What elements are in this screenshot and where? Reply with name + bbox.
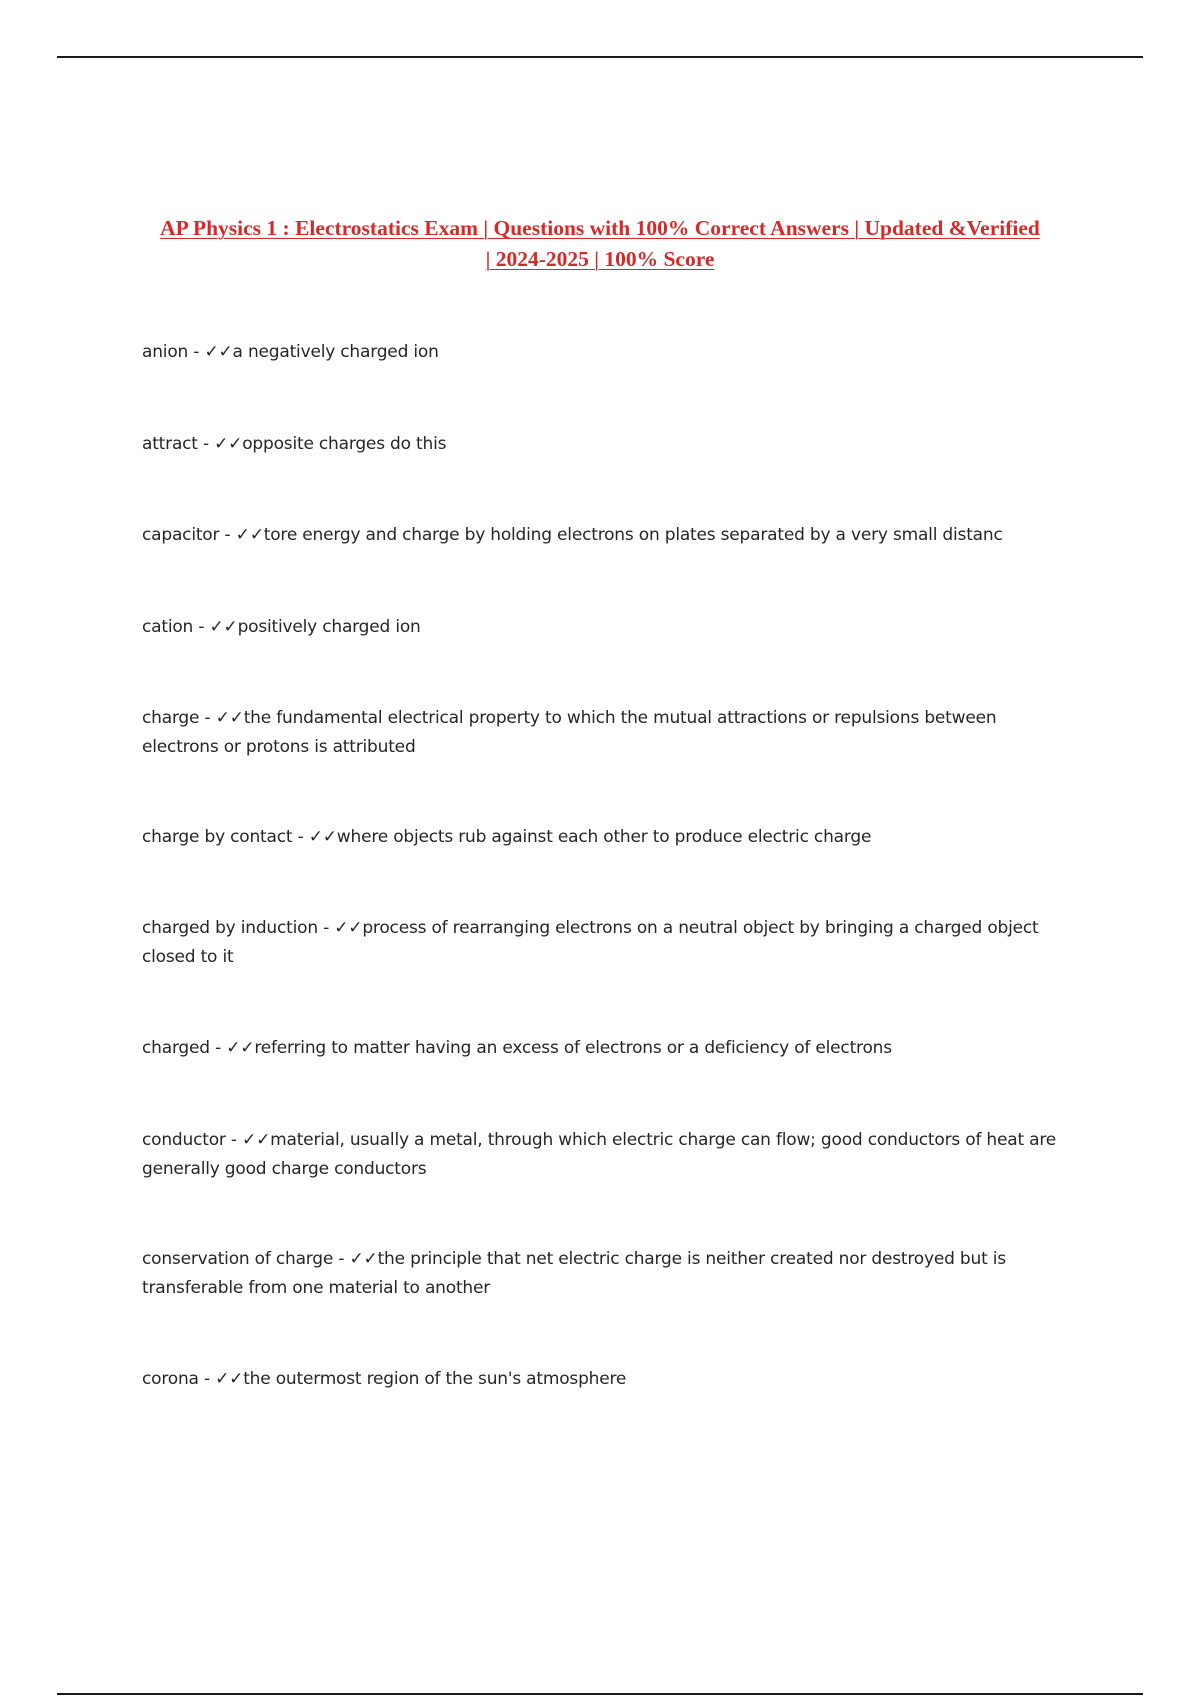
glossary-entry-cation — [142, 613, 1072, 642]
glossary-entry-attract — [142, 430, 1072, 459]
entry-definition: the outermost region of the sun's atmosphere — [243, 1369, 627, 1389]
entry-term: charged — [142, 1038, 210, 1058]
entry-definition: tore energy and charge by holding electrons on plates separated by a very small distanc — [263, 525, 1003, 545]
entry-term: charge — [142, 708, 200, 728]
entry-separator: - — [219, 525, 236, 545]
glossary-entry-conservation-of-charge — [142, 1245, 1072, 1303]
entry-separator: - — [225, 1130, 243, 1150]
double-check-icon: ✓✓ — [235, 525, 264, 545]
double-check-icon: ✓✓ — [334, 918, 363, 938]
entry-definition: the principle that net electric charge is neither created nor destroyed but is transferable from one material to another — [142, 1249, 1006, 1298]
entry-definition: positively charged ion — [237, 617, 421, 637]
glossary-entry-capacitor — [142, 521, 1072, 550]
entry-term: cation — [142, 617, 194, 637]
entry-separator: - — [317, 918, 335, 938]
entry-separator: - — [209, 1038, 227, 1058]
glossary-entry-charge — [142, 704, 1072, 762]
double-check-icon: ✓✓ — [308, 827, 337, 847]
double-check-icon: ✓✓ — [209, 617, 238, 637]
entry-term: charged by induction — [142, 918, 318, 938]
double-check-icon: ✓✓ — [215, 708, 244, 728]
entry-definition: the fundamental electrical property to which the mutual attractions or repulsions between electrons or protons is attributed — [142, 708, 997, 757]
entry-definition: referring to matter having an excess of electrons or a deficiency of electrons — [254, 1038, 892, 1058]
entry-separator: - — [198, 1369, 216, 1389]
double-check-icon: ✓✓ — [349, 1249, 378, 1269]
double-check-icon: ✓✓ — [215, 1369, 244, 1389]
entry-separator: - — [193, 617, 210, 637]
double-check-icon: ✓✓ — [204, 342, 233, 362]
entry-term: anion — [142, 342, 189, 362]
entry-term: corona — [142, 1369, 199, 1389]
glossary-entry-charge-by-contact — [142, 823, 1072, 852]
glossary-entry-anion — [142, 338, 1072, 367]
double-check-icon: ✓✓ — [226, 1038, 255, 1058]
glossary-entry-charged — [142, 1034, 1072, 1063]
entry-separator: - — [188, 342, 205, 362]
entry-term: charge by contact — [142, 827, 293, 847]
double-check-icon: ✓✓ — [242, 1130, 271, 1150]
entry-definition: material, usually a metal, through which electric charge can flow; good conductors of heat are generally good charge conductors — [142, 1130, 1057, 1179]
glossary-entry-corona — [142, 1365, 1072, 1394]
document-title: AP Physics 1 : Electrostatics Exam | Questions with 100% Correct Answers | Updated &Verified | 2024-2025 | 100% Score — [160, 216, 1040, 271]
entry-definition: a negatively charged ion — [232, 342, 439, 362]
glossary-entry-charged-by-induction — [142, 914, 1072, 972]
entry-term: conductor — [142, 1130, 226, 1150]
entry-term: capacitor — [142, 525, 220, 545]
entry-definition: opposite charges do this — [242, 434, 447, 454]
entry-separator: - — [292, 827, 309, 847]
entry-separator: - — [197, 434, 215, 454]
entry-separator: - — [199, 708, 216, 728]
entry-term: attract — [142, 434, 198, 454]
double-check-icon: ✓✓ — [214, 434, 243, 454]
entry-definition: process of rearranging electrons on a neutral object by bringing a charged object closed to it — [142, 918, 1039, 967]
entry-definition: where objects rub against each other to produce electric charge — [336, 827, 872, 847]
glossary-entry-conductor — [142, 1126, 1072, 1184]
entry-term: conservation of charge — [142, 1249, 334, 1269]
bottom-rule — [57, 1693, 1143, 1695]
entry-separator: - — [333, 1249, 350, 1269]
